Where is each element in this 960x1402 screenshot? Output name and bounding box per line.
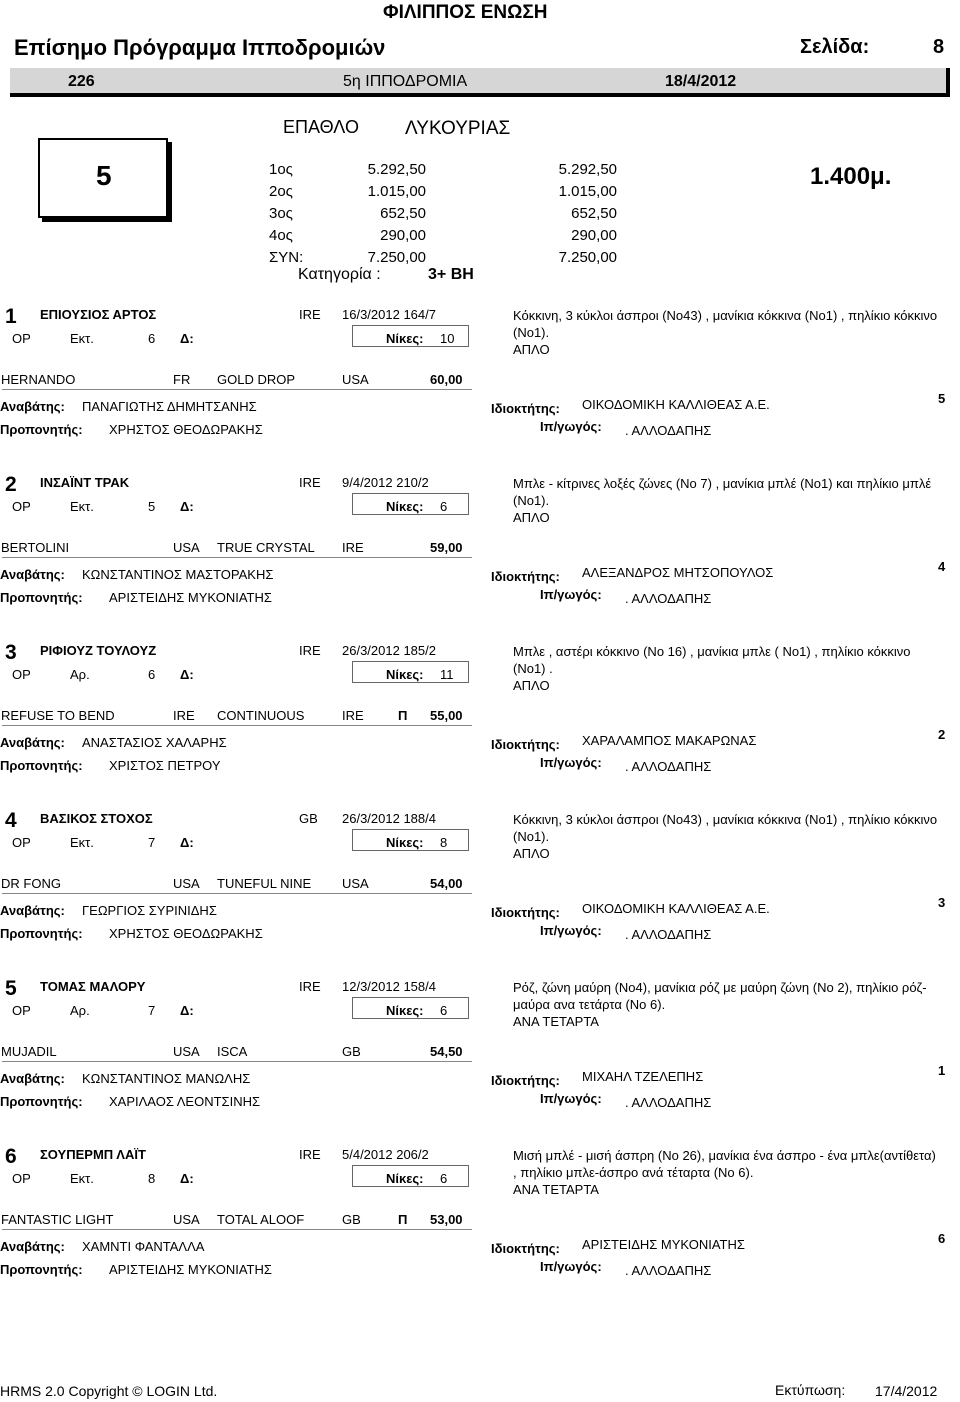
prize-place: 2ος — [269, 183, 293, 200]
owner-label: Ιδιοκτήτης: — [491, 737, 560, 752]
footer-print-label: Εκτύπωση: — [775, 1382, 846, 1398]
sire-country: IRE — [173, 708, 195, 723]
owner-label: Ιδιοκτήτης: — [491, 569, 560, 584]
horse-country: IRE — [299, 475, 321, 490]
sire-country: USA — [173, 1044, 200, 1059]
jockey-label: Αναβάτης: — [0, 1071, 65, 1086]
horse-sex: Εκτ. — [70, 1171, 94, 1186]
wins-value: 6 — [440, 1171, 448, 1186]
trainer-label: Προπονητής: — [0, 1094, 83, 1109]
horse-entry — [0, 641, 960, 791]
horse-entry — [0, 473, 960, 623]
weight-value: 59,00 — [430, 540, 463, 555]
delta-label: Δ: — [180, 331, 194, 346]
entry-number: 6 — [5, 1145, 17, 1168]
pi-mark: Π — [398, 1212, 408, 1227]
footer-copyright: HRMS 2.0 Copyright © LOGIN Ltd. — [0, 1383, 218, 1399]
weight-value: 54,50 — [430, 1044, 463, 1059]
meeting-date: 18/4/2012 — [665, 73, 737, 90]
horse-age: 7 — [148, 1003, 156, 1018]
dam-country: USA — [342, 372, 369, 387]
or-label: ΟΡ — [12, 331, 31, 346]
divider — [2, 1229, 472, 1230]
jockey-name: ΑΝΑΣΤΑΣΙΟΣ ΧΑΛΑΡΗΣ — [82, 735, 227, 750]
prize-amount: 1.015,00 — [367, 183, 426, 200]
delta-label: Δ: — [180, 1171, 194, 1186]
sire-country: USA — [173, 876, 200, 891]
dam-country: USA — [342, 876, 369, 891]
owner-name: ΧΑΡΑΛΑΜΠΟΣ ΜΑΚΑΡΩΝΑΣ — [582, 733, 757, 748]
wins-label: Νίκες: — [386, 1003, 424, 1018]
last-race: 26/3/2012 188/4 — [342, 811, 436, 826]
owner-label: Ιδιοκτήτης: — [491, 905, 560, 920]
silk-colors: Μισή μπλέ - μισή άσπρη (Νο 26), μανίκια ένα άσπρο - ένα μπλε(αντίθετα) , πηλίκιο μπλε-άσπρο ανά τέταρτα (Νο 6). ΑΝΑ ΤΕΤΑΡΤΑ — [513, 1148, 936, 1197]
divider — [2, 1061, 472, 1062]
sire-name: REFUSE TO BEND — [1, 708, 115, 723]
sire-country: USA — [173, 1212, 200, 1227]
jockey-label: Αναβάτης: — [0, 567, 65, 582]
jockey-name: ΓΕΩΡΓΙΟΣ ΣΥΡΙΝΙΔΗΣ — [82, 903, 217, 918]
horse-sex: Εκτ. — [70, 835, 94, 850]
page-title: Επίσημο Πρόγραμμα Ιπποδρομιών — [14, 35, 386, 60]
prize-amount: 5.292,50 — [367, 161, 426, 178]
wins-label: Νίκες: — [386, 1171, 424, 1186]
dam-country: GB — [342, 1044, 361, 1059]
prize-place: 1ος — [269, 161, 293, 178]
wins-value: 6 — [440, 1003, 448, 1018]
trainer-name: ΑΡΙΣΤΕΙΔΗΣ ΜΥΚΟΝΙΑΤΗΣ — [109, 1262, 272, 1277]
race-name: ΛΥΚΟΥΡΙΑΣ — [405, 118, 511, 139]
horse-name: ΙΝΣΑΪΝΤ ΤΡΑΚ — [40, 475, 130, 490]
entry-number: 1 — [5, 305, 17, 328]
draw-number: 1 — [938, 1063, 946, 1078]
wins-value: 11 — [440, 667, 454, 682]
horse-name: ΤΟΜΑΣ ΜΑΛΟΡΥ — [40, 979, 146, 994]
page-label: Σελίδα: — [800, 36, 870, 58]
horse-country: IRE — [299, 643, 321, 658]
horse-name: ΡΙΦΙΟΥΖ ΤΟΥΛΟΥΖ — [40, 643, 157, 658]
owner-name: ΟΙΚΟΔΟΜΙΚΗ ΚΑΛΛΙΘΕΑΣ Α.Ε. — [582, 397, 770, 412]
horse-entry — [0, 809, 960, 959]
horse-age: 5 — [148, 499, 156, 514]
horse-sex: Εκτ. — [70, 499, 94, 514]
category-label: Κατηγορία : — [298, 266, 381, 283]
horse-country: GB — [299, 811, 318, 826]
prize-amount: 7.250,00 — [367, 249, 426, 266]
trainer-label: Προπονητής: — [0, 1262, 83, 1277]
stable-name: . ΑΛΛΟΔΑΠΗΣ — [625, 927, 712, 942]
dam-name: TOTAL ALOOF — [217, 1212, 305, 1227]
horse-country: IRE — [299, 307, 321, 322]
trainer-name: ΧΡΗΣΤΟΣ ΘΕΟΔΩΡΑΚΗΣ — [109, 422, 263, 437]
jockey-label: Αναβάτης: — [0, 399, 65, 414]
last-race: 16/3/2012 164/7 — [342, 307, 436, 322]
meeting-number: 226 — [68, 73, 95, 90]
draw-number: 5 — [938, 391, 946, 406]
trainer-label: Προπονητής: — [0, 758, 83, 773]
draw-number: 3 — [938, 895, 946, 910]
weight-value: 60,00 — [430, 372, 463, 387]
stable-label: Ιπ/γωγός: — [540, 755, 602, 770]
horse-entry — [0, 977, 960, 1127]
prize-place: ΣΥΝ: — [269, 249, 304, 266]
stable-label: Ιπ/γωγός: — [540, 1091, 602, 1106]
trainer-label: Προπονητής: — [0, 590, 83, 605]
meeting-bar — [10, 68, 950, 97]
sire-name: MUJADIL — [1, 1044, 57, 1059]
stable-name: . ΑΛΛΟΔΑΠΗΣ — [625, 759, 712, 774]
wins-label: Νίκες: — [386, 667, 424, 682]
horse-age: 8 — [148, 1171, 156, 1186]
wins-label: Νίκες: — [386, 331, 424, 346]
jockey-label: Αναβάτης: — [0, 1239, 65, 1254]
jockey-name: ΧΑΜΝΤΙ ΦΑΝΤΑΛΛΑ — [82, 1239, 205, 1254]
entry-number: 2 — [5, 473, 17, 496]
silk-colors: Ρόζ, ζώνη μαύρη (Νο4), μανίκια ρόζ με μαύρη ζώνη (Νο 2), πηλίκιο ρόζ-μαύρα ανα τετάρτα (Νο 6). ΑΝΑ ΤΕΤΑΡΤΑ — [513, 980, 927, 1029]
dam-name: ISCA — [217, 1044, 248, 1059]
dam-country: IRE — [342, 540, 364, 555]
owner-label: Ιδιοκτήτης: — [491, 1241, 560, 1256]
stable-label: Ιπ/γωγός: — [540, 419, 602, 434]
prize-amount-total: 652,50 — [571, 205, 617, 222]
prize-place: 3ος — [269, 205, 293, 222]
jockey-label: Αναβάτης: — [0, 903, 65, 918]
trainer-name: ΑΡΙΣΤΕΙΔΗΣ ΜΥΚΟΝΙΑΤΗΣ — [109, 590, 272, 605]
or-label: ΟΡ — [12, 1003, 31, 1018]
horse-age: 6 — [148, 331, 156, 346]
trainer-name: ΧΑΡΙΛΑΟΣ ΛΕΟΝΤΣΙΝΗΣ — [109, 1094, 261, 1109]
or-label: ΟΡ — [12, 835, 31, 850]
last-race: 26/3/2012 185/2 — [342, 643, 436, 658]
weight-value: 53,00 — [430, 1212, 463, 1227]
wins-value: 10 — [440, 331, 455, 346]
pi-mark: Π — [398, 708, 408, 723]
meeting-name: 5η ΙΠΠΟΔΡΟΜΙΑ — [343, 73, 468, 90]
dam-country: GB — [342, 1212, 361, 1227]
horse-entry — [0, 1145, 960, 1295]
last-race: 9/4/2012 210/2 — [342, 475, 429, 490]
trainer-label: Προπονητής: — [0, 422, 83, 437]
entry-number: 4 — [5, 809, 17, 832]
trainer-name: ΧΡΙΣΤΟΣ ΠΕΤΡΟΥ — [109, 758, 221, 773]
last-race: 5/4/2012 206/2 — [342, 1147, 429, 1162]
category-value: 3+ ΒΗ — [428, 266, 474, 283]
or-label: ΟΡ — [12, 499, 31, 514]
stable-name: . ΑΛΛΟΔΑΠΗΣ — [625, 423, 712, 438]
wins-label: Νίκες: — [386, 499, 424, 514]
silk-colors: Μπλε - κίτρινες λοξές ζώνες (Νο 7) , μανίκια μπλέ (Νο1) και πηλίκιο μπλέ (Νο1). ΑΠΛΟ — [513, 476, 932, 525]
dam-name: GOLD DROP — [217, 372, 296, 387]
sire-country: FR — [173, 372, 191, 387]
race-distance: 1.400μ. — [810, 163, 892, 190]
divider — [2, 893, 472, 894]
horse-sex: Εκτ. — [70, 331, 94, 346]
prize-amount-total: 7.250,00 — [558, 249, 617, 266]
sire-name: HERNANDO — [1, 372, 76, 387]
jockey-name: ΚΩΝΣΤΑΝΤΙΝΟΣ ΜΑΣΤΟΡΑΚΗΣ — [82, 567, 274, 582]
jockey-name: ΠΑΝΑΓΙΩΤΗΣ ΔΗΜΗΤΣΑΝΗΣ — [82, 399, 257, 414]
divider — [2, 389, 472, 390]
dam-name: TUNEFUL NINE — [217, 876, 312, 891]
stable-label: Ιπ/γωγός: — [540, 923, 602, 938]
entry-number: 5 — [5, 977, 17, 1000]
horse-name: ΒΑΣΙΚΟΣ ΣΤΟΧΟΣ — [40, 811, 153, 826]
stable-name: . ΑΛΛΟΔΑΠΗΣ — [625, 591, 712, 606]
prize-amount-total: 290,00 — [571, 227, 617, 244]
page-number: 8 — [933, 36, 945, 58]
horse-sex: Αρ. — [70, 1003, 90, 1018]
owner-label: Ιδιοκτήτης: — [491, 1073, 560, 1088]
horse-sex: Αρ. — [70, 667, 90, 682]
silk-colors: Κόκκινη, 3 κύκλοι άσπροι (Νο43) , μανίκια κόκκινα (Νο1) , πηλίκιο κόκκινο (Νο1). ΑΠΛΟ — [513, 308, 938, 357]
prize-amount: 290,00 — [380, 227, 426, 244]
sire-country: USA — [173, 540, 200, 555]
or-label: ΟΡ — [12, 1171, 31, 1186]
prize-amount-total: 5.292,50 — [558, 161, 617, 178]
silk-colors: Μπλε , αστέρι κόκκινο (Νο 16) , μανίκια μπλε ( Νο1) , πηλίκιο κόκκινο (Νο1) . ΑΠΛΟ — [513, 644, 911, 693]
divider — [2, 725, 472, 726]
delta-label: Δ: — [180, 667, 194, 682]
stable-label: Ιπ/γωγός: — [540, 587, 602, 602]
prize-amount-total: 1.015,00 — [558, 183, 617, 200]
weight-value: 54,00 — [430, 876, 463, 891]
sire-name: DR FONG — [1, 876, 61, 891]
prize-amount: 652,50 — [380, 205, 426, 222]
draw-number: 6 — [938, 1231, 946, 1246]
footer-print-date: 17/4/2012 — [875, 1383, 938, 1399]
wins-label: Νίκες: — [386, 835, 424, 850]
draw-number: 2 — [938, 727, 946, 742]
or-label: ΟΡ — [12, 667, 31, 682]
entry-number: 3 — [5, 641, 17, 664]
prize-place: 4ος — [269, 227, 293, 244]
divider — [2, 557, 472, 558]
race-number: 5 — [96, 160, 112, 191]
dam-name: TRUE CRYSTAL — [217, 540, 315, 555]
owner-name: ΑΛΕΞΑΝΔΡΟΣ ΜΗΤΣΟΠΟΥΛΟΣ — [582, 565, 774, 580]
club-name: ΦΙΛΙΠΠΟΣ ΕΝΩΣΗ — [383, 2, 548, 23]
stable-label: Ιπ/γωγός: — [540, 1259, 602, 1274]
wins-value: 6 — [440, 499, 448, 514]
dam-country: IRE — [342, 708, 364, 723]
horse-age: 7 — [148, 835, 156, 850]
horse-country: IRE — [299, 1147, 321, 1162]
owner-name: ΑΡΙΣΤΕΙΔΗΣ ΜΥΚΟΝΙΑΤΗΣ — [582, 1237, 745, 1252]
last-race: 12/3/2012 158/4 — [342, 979, 436, 994]
dam-name: CONTINUOUS — [217, 708, 305, 723]
horse-country: IRE — [299, 979, 321, 994]
owner-label: Ιδιοκτήτης: — [491, 401, 560, 416]
owner-name: ΟΙΚΟΔΟΜΙΚΗ ΚΑΛΛΙΘΕΑΣ Α.Ε. — [582, 901, 770, 916]
stable-name: . ΑΛΛΟΔΑΠΗΣ — [625, 1095, 712, 1110]
draw-number: 4 — [938, 559, 946, 574]
delta-label: Δ: — [180, 1003, 194, 1018]
delta-label: Δ: — [180, 499, 194, 514]
silk-colors: Κόκκινη, 3 κύκλοι άσπροι (Νο43) , μανίκια κόκκινα (Νο1) , πηλίκιο κόκκινο (Νο1). ΑΠΛΟ — [513, 812, 938, 861]
horse-name: ΕΠΙΟΥΣΙΟΣ ΑΡΤΟΣ — [40, 307, 157, 322]
horse-age: 6 — [148, 667, 156, 682]
trainer-label: Προπονητής: — [0, 926, 83, 941]
jockey-label: Αναβάτης: — [0, 735, 65, 750]
sire-name: FANTASTIC LIGHT — [1, 1212, 114, 1227]
wins-value: 8 — [440, 835, 448, 850]
weight-value: 55,00 — [430, 708, 463, 723]
horse-name: ΣΟΥΠΕΡΜΠ ΛΑΪΤ — [40, 1147, 146, 1162]
owner-name: ΜΙΧΑΗΛ ΤΖΕΛΕΠΗΣ — [582, 1069, 704, 1084]
delta-label: Δ: — [180, 835, 194, 850]
stable-name: . ΑΛΛΟΔΑΠΗΣ — [625, 1263, 712, 1278]
prize-label: ΕΠΑΘΛΟ — [283, 117, 359, 137]
trainer-name: ΧΡΗΣΤΟΣ ΘΕΟΔΩΡΑΚΗΣ — [109, 926, 263, 941]
horse-entry — [0, 305, 960, 455]
jockey-name: ΚΩΝΣΤΑΝΤΙΝΟΣ ΜΑΝΩΛΗΣ — [82, 1071, 251, 1086]
sire-name: BERTOLINI — [1, 540, 70, 555]
